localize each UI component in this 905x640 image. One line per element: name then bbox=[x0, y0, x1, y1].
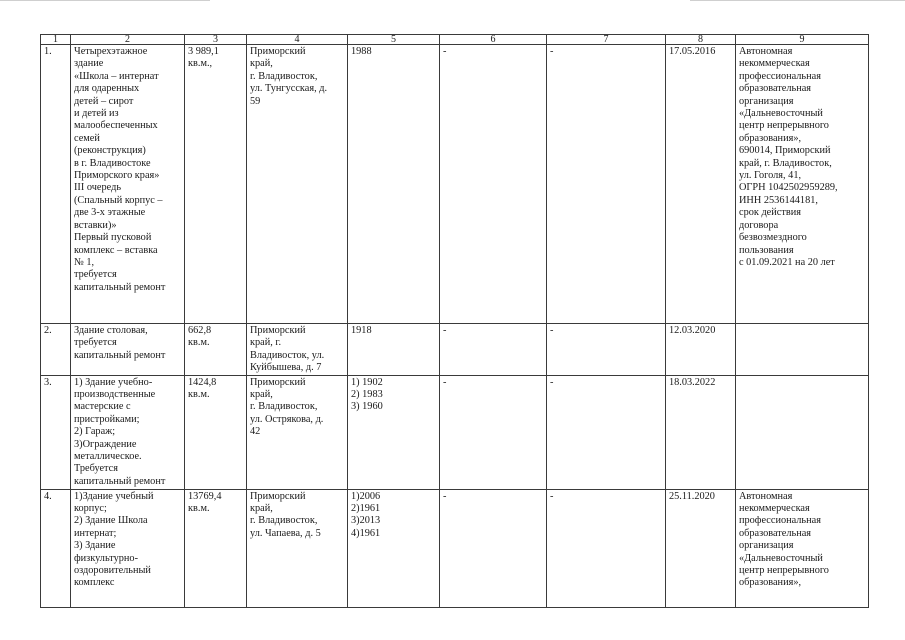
area-value: 13769,4 кв.м. bbox=[188, 490, 222, 515]
organization-cell bbox=[736, 45, 869, 324]
property-registry-table bbox=[40, 34, 869, 608]
address-cell bbox=[247, 324, 348, 376]
address-value: Приморский край, г. Владивосток, ул. Острякова, д. 42 bbox=[250, 376, 324, 438]
table-row bbox=[41, 375, 869, 489]
column-header: 9 bbox=[736, 35, 869, 45]
object-name: 1) Здание учебно- производственные мастерские с пристройками; 2) Гараж; 3)Ограждение металлическое. Требуется капитальный ремонт bbox=[74, 376, 166, 487]
date-cell: 25.11.2020 bbox=[666, 489, 736, 607]
row-number: 3. bbox=[41, 375, 71, 489]
year-value: 1)2006 2)1961 3)2013 4)1961 bbox=[351, 490, 381, 539]
organization-value: Автономная некоммерческая профессиональная образовательная организация «Дальневосточный центр непрерывного образования», bbox=[739, 490, 829, 589]
date-cell: 17.05.2016 bbox=[666, 45, 736, 324]
object-name-cell bbox=[71, 45, 185, 324]
column-7-cell: - bbox=[547, 45, 666, 324]
object-name-cell bbox=[71, 324, 185, 376]
address-value: Приморский край, г. Владивосток, ул. Тунгусская, д. 59 bbox=[250, 46, 328, 107]
column-header: 2 bbox=[71, 35, 185, 45]
column-header: 3 bbox=[185, 35, 247, 45]
object-name: Здание столовая, требуется капитальный ремонт bbox=[74, 325, 166, 361]
table-row bbox=[41, 324, 869, 376]
object-name-cell bbox=[71, 489, 185, 607]
table-row bbox=[41, 489, 869, 607]
area-cell bbox=[185, 375, 247, 489]
scan-edge-line-left bbox=[0, 0, 210, 1]
date-cell: 18.03.2022 bbox=[666, 375, 736, 489]
address-cell bbox=[247, 489, 348, 607]
address-cell bbox=[247, 45, 348, 324]
object-name: 1)Здание учебный корпус; 2) Здание Школа интернат; 3) Здание физкультурно- оздоровительный комплекс bbox=[74, 490, 154, 589]
column-6-cell: - bbox=[440, 375, 547, 489]
area-cell bbox=[185, 324, 247, 376]
column-6-cell: - bbox=[440, 489, 547, 607]
year-cell bbox=[348, 375, 440, 489]
column-header: 7 bbox=[547, 35, 666, 45]
organization-cell bbox=[736, 489, 869, 607]
year-value: 1918 bbox=[351, 325, 372, 336]
address-value: Приморский край, г. Владивосток, ул. Куйбышева, д. 7 bbox=[250, 325, 325, 374]
row-number: 1. bbox=[41, 45, 71, 324]
column-7-cell: - bbox=[547, 375, 666, 489]
area-cell bbox=[185, 45, 247, 324]
scan-edge-line-right bbox=[690, 0, 905, 1]
year-cell bbox=[348, 324, 440, 376]
column-header: 6 bbox=[440, 35, 547, 45]
year-cell bbox=[348, 45, 440, 324]
area-value: 662,8 кв.м. bbox=[188, 325, 212, 349]
column-header: 8 bbox=[666, 35, 736, 45]
row-number: 2. bbox=[41, 324, 71, 376]
column-7-cell: - bbox=[547, 324, 666, 376]
organization-value: Автономная некоммерческая профессиональная образовательная организация «Дальневосточный центр непрерывного образования», 690014, Приморский край, г. Владивосток, ул. Гоголя, 41, ОГРН 1042502959289, ИНН 2536144181, срок действия договора безвозмездного пользования с 01.09.2021 на 20 лет bbox=[739, 46, 838, 268]
year-value: 1988 bbox=[351, 46, 372, 57]
column-6-cell: - bbox=[440, 45, 547, 324]
column-7-cell: - bbox=[547, 489, 666, 607]
area-value: 1424,8 кв.м. bbox=[188, 376, 217, 401]
row-number: 4. bbox=[41, 489, 71, 607]
area-cell bbox=[185, 489, 247, 607]
object-name: Четырехэтажное здание «Школа – интернат для одаренных детей – сирот и детей из малообеспеченных семей (реконструкция) в г. Владивостоке Приморского края» III очередь (Спальный корпус – две 3-х этажные вставки)» Первый пусковой комплекс – вставка № 1, требуется капитальный ремонт bbox=[74, 46, 166, 293]
column-header: 4 bbox=[247, 35, 348, 45]
organization-cell bbox=[736, 375, 869, 489]
column-6-cell: - bbox=[440, 324, 547, 376]
object-name-cell bbox=[71, 375, 185, 489]
table-row bbox=[41, 45, 869, 324]
address-cell bbox=[247, 375, 348, 489]
address-value: Приморский край, г. Владивосток, ул. Чапаева, д. 5 bbox=[250, 490, 321, 539]
column-number-header-row bbox=[41, 35, 869, 45]
date-cell: 12.03.2020 bbox=[666, 324, 736, 376]
year-cell bbox=[348, 489, 440, 607]
column-header: 1 bbox=[41, 35, 71, 45]
organization-cell bbox=[736, 324, 869, 376]
column-header: 5 bbox=[348, 35, 440, 45]
area-value: 3 989,1 кв.м., bbox=[188, 46, 219, 70]
year-value: 1) 1902 2) 1983 3) 1960 bbox=[351, 376, 383, 413]
